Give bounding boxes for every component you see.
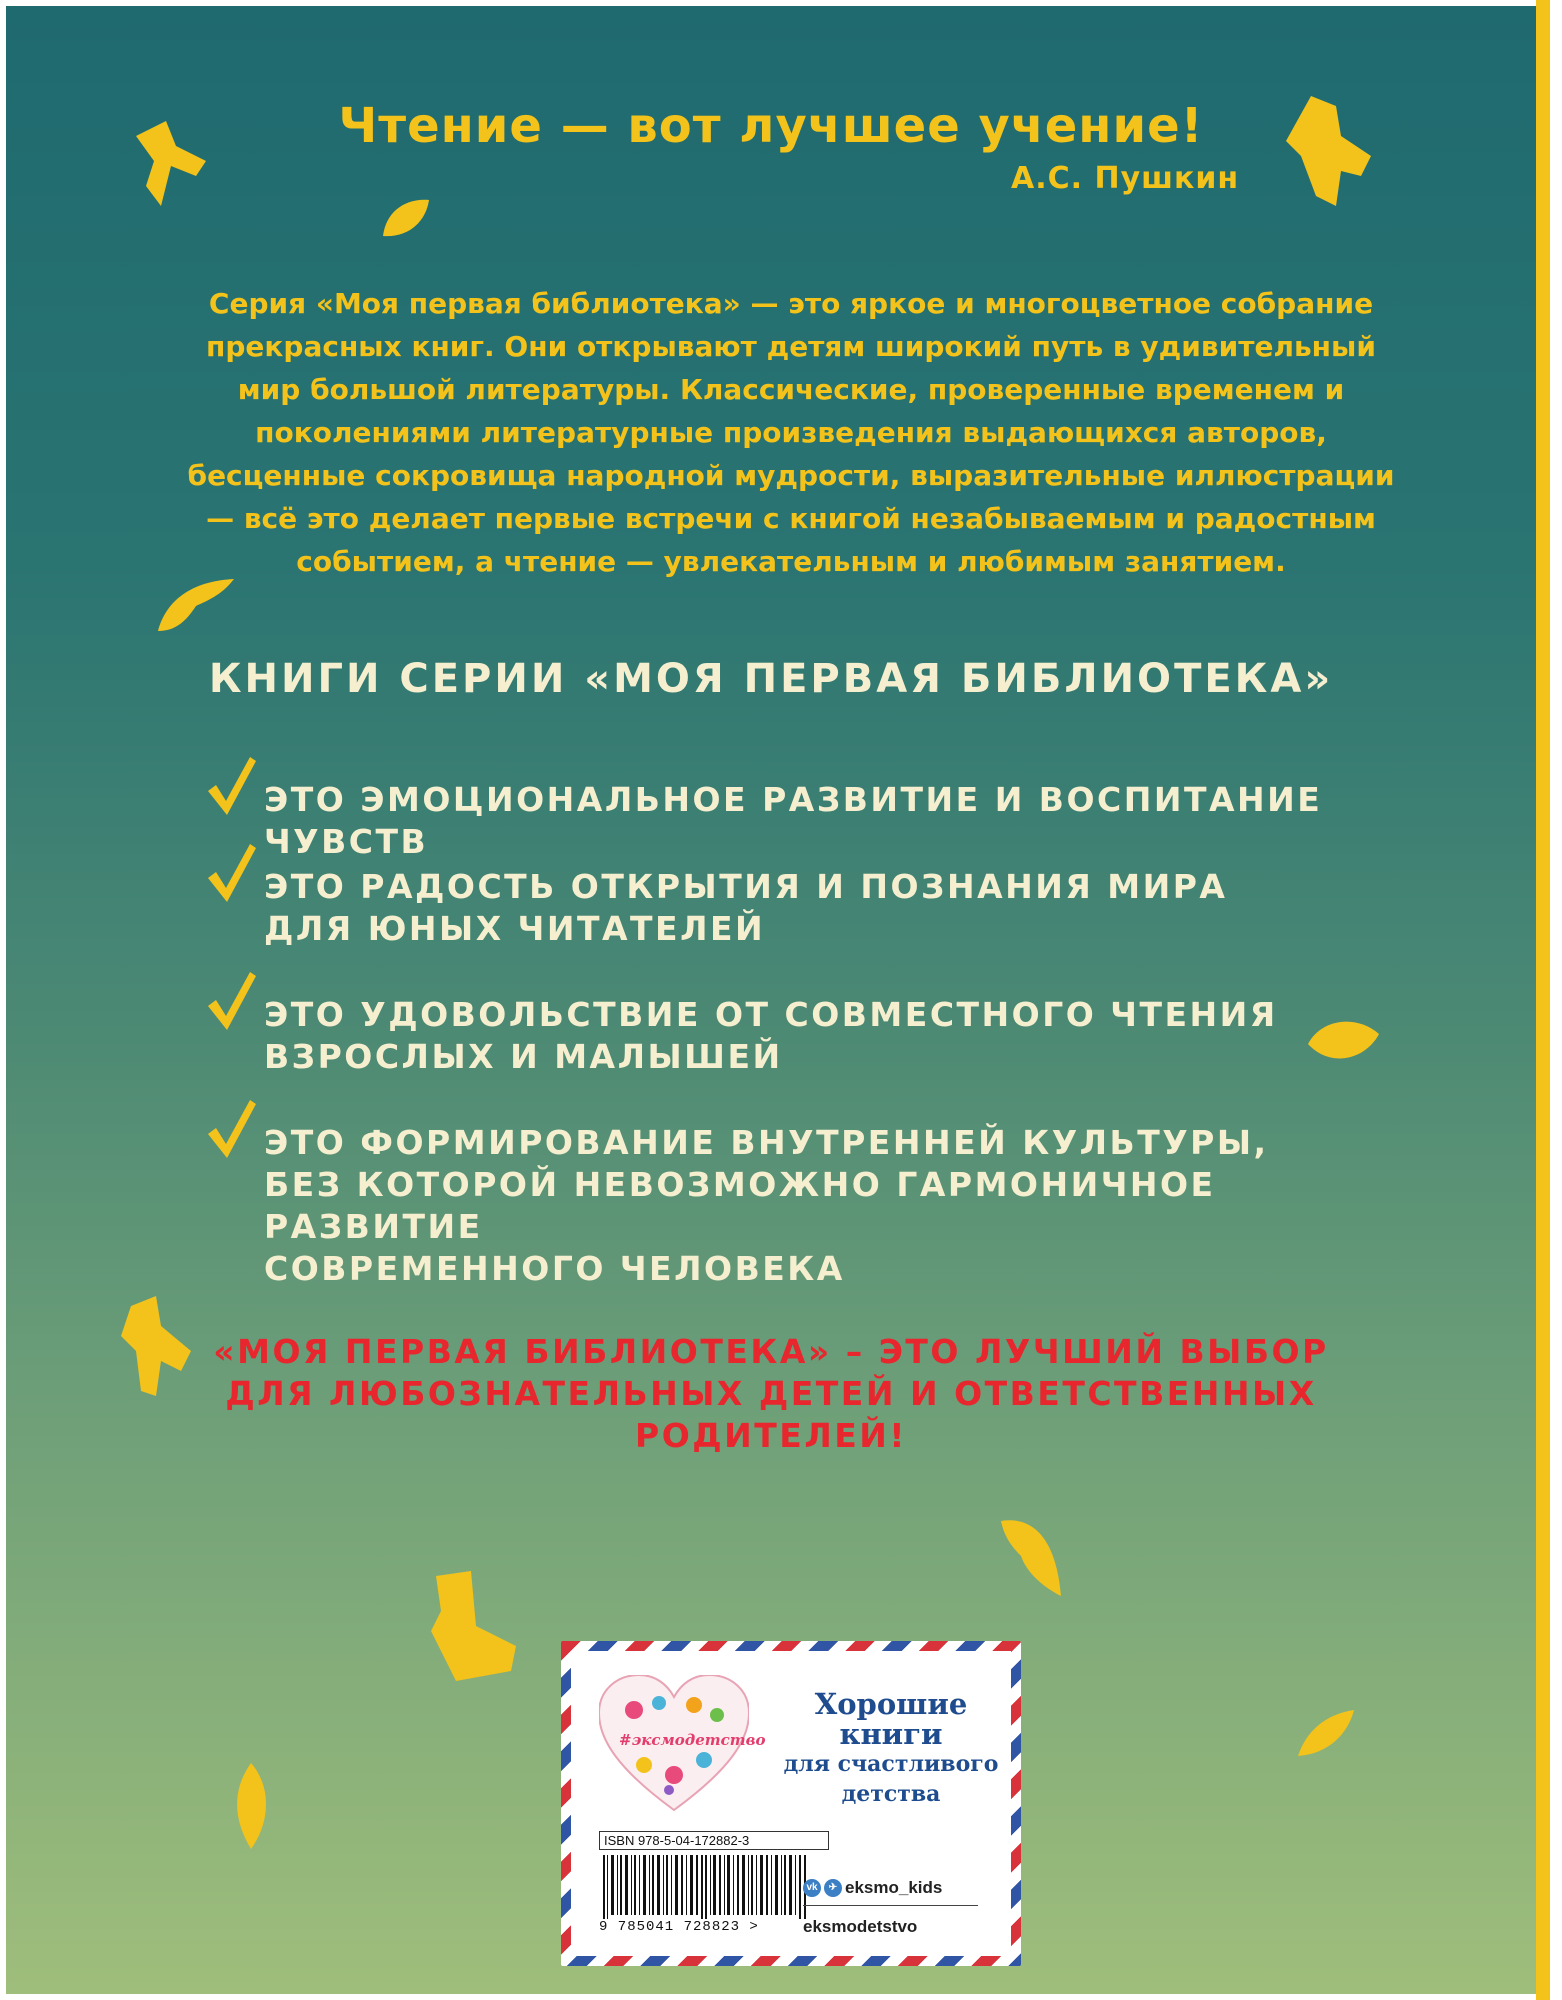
- leaf-icon: [226, 1761, 276, 1851]
- isbn-text: ISBN 978-5-04-172882-3: [599, 1831, 829, 1850]
- hashtag-text: #эксмодетство: [619, 1731, 766, 1749]
- benefit-text: ЭТО ЭМОЦИОНАЛЬНОЕ РАЗВИТИЕ И ВОСПИТАНИЕ ЧУВСТВ: [264, 780, 1323, 861]
- telegram-icon[interactable]: ✈: [824, 1879, 842, 1897]
- social-handle: eksmo_kids: [845, 1878, 943, 1897]
- checkmark-icon: [206, 844, 256, 906]
- slogan-line: детства: [841, 1781, 941, 1807]
- spine-edge: [1536, 0, 1550, 2000]
- checkmark-icon: [206, 972, 256, 1034]
- publisher-slogan: [771, 1689, 1011, 1809]
- slogan-line: Хорошие: [814, 1687, 968, 1721]
- closing-statement: «МОЯ ПЕРВАЯ БИБЛИОТЕКА» – ЭТО ЛУЧШИЙ ВЫБОР ДЛЯ ЛЮБОЗНАТЕЛЬНЫХ ДЕТЕЙ И ОТВЕТСТВЕННЫХ РОДИТЕЛЕЙ!: [213, 1332, 1329, 1455]
- social-row: [803, 1873, 978, 1903]
- back-cover: [6, 6, 1536, 1994]
- leaf-icon: [1296, 1706, 1356, 1761]
- social-links: [803, 1873, 978, 1942]
- benefit-text: ЭТО УДОВОЛЬСТВИЕ ОТ СОВМЕСТНОГО ЧТЕНИЯ ВЗРОСЛЫХ И МАЛЫШЕЙ: [264, 995, 1278, 1076]
- quote-text: Чтение — вот лучшее учение!: [338, 98, 1204, 154]
- barcode-number: 9 785041 728823 >: [599, 1919, 759, 1935]
- checkmark-icon: [206, 1100, 256, 1162]
- envelope-inner: [571, 1651, 1011, 1956]
- leaf-icon: [381, 196, 431, 241]
- divider: [803, 1905, 978, 1906]
- quote-author: А.С. Пушкин: [1011, 161, 1240, 196]
- publisher-envelope: [561, 1641, 1021, 1966]
- slogan-line: для счастливого: [783, 1751, 999, 1777]
- slogan-line: книги: [839, 1717, 943, 1751]
- boot-leaf-icon: [416, 1571, 526, 1691]
- leaf-icon: [996, 1516, 1066, 1601]
- checkmark-icon: [206, 757, 256, 819]
- barcode-icon: [599, 1855, 814, 1919]
- benefit-text: ЭТО ФОРМИРОВАНИЕ ВНУТРЕННЕЙ КУЛЬТУРЫ, БЕЗ КОТОРОЙ НЕВОЗМОЖНО ГАРМОНИЧНОЕ РАЗВИТИЕ СОВРЕМЕННОГО ЧЕЛОВЕКА: [264, 1123, 1269, 1288]
- social-row: [803, 1912, 978, 1942]
- series-description: Серия «Моя первая библиотека» — это яркое и многоцветное собрание прекрасных книг. Они открывают детям широкий путь в удивительный мир большой литературы. Классические, проверенные временем и поколениями литературные произведения выдающихся авторов, бесценные сокровища народной мудрости, выразительные иллюстрации — всё это делает первые встречи с книгой незабываемым и радостным событием, а чтение — увлекательным и любимым занятием.: [187, 287, 1395, 578]
- boot-leaf-icon: [116, 1296, 196, 1401]
- series-heading: КНИГИ СЕРИИ «МОЯ ПЕРВАЯ БИБЛИОТЕКА»: [208, 656, 1334, 702]
- benefit-text: ЭТО РАДОСТЬ ОТКРЫТИЯ И ПОЗНАНИЯ МИРА ДЛЯ ЮНЫХ ЧИТАТЕЛЕЙ: [264, 867, 1228, 948]
- site-handle: eksmodetstvo: [803, 1917, 918, 1936]
- vk-icon[interactable]: vk: [803, 1879, 821, 1897]
